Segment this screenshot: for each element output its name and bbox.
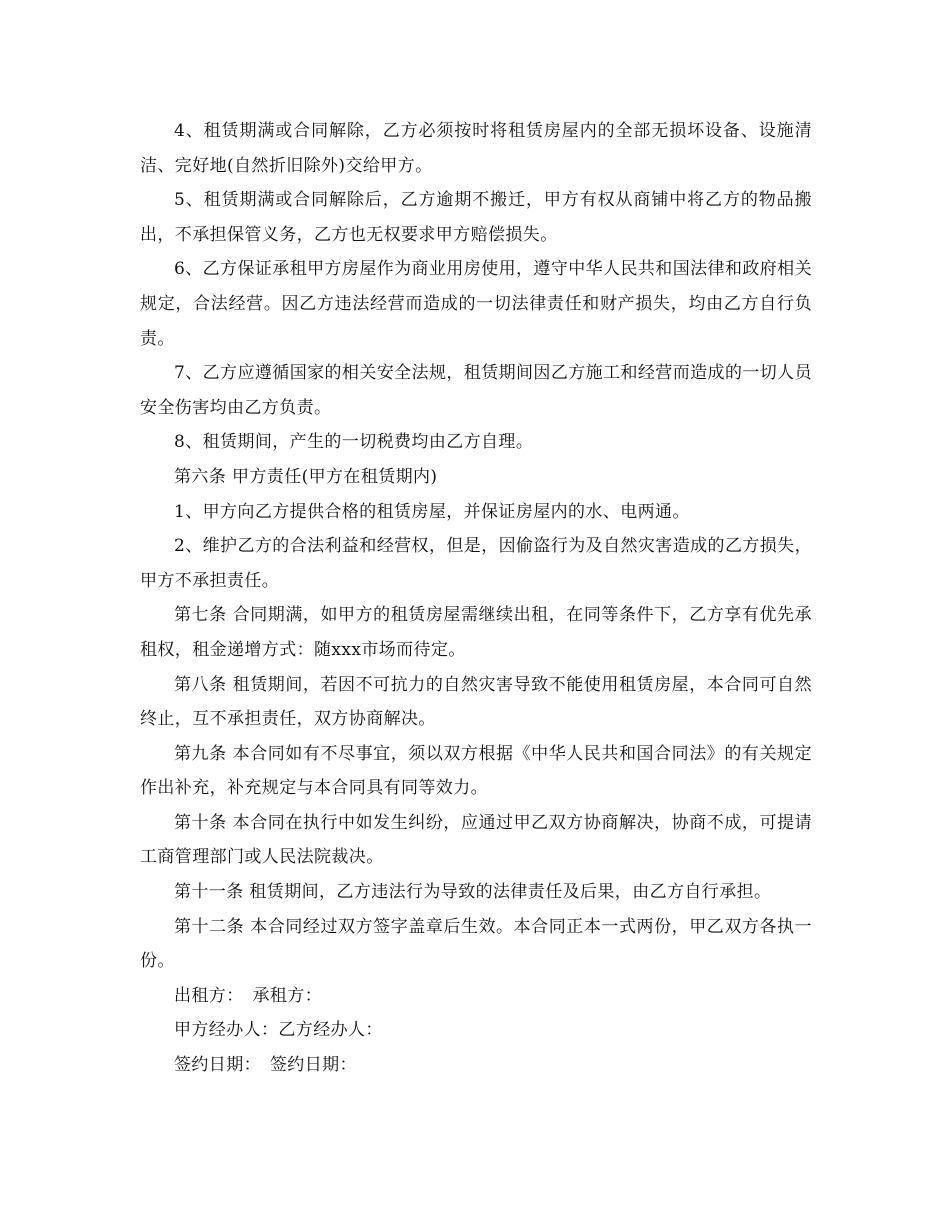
clause-6: 6、乙方保证承租甲方房屋作为商业用房使用，遵守中华人民共和国法律和政府相关规定，合法经营。因乙方违法经营而造成的一切法律责任和财产损失，均由乙方自行负责。: [140, 259, 812, 349]
article-12: 第十二条 本合同经过双方签字盖章后生效。本合同正本一式两份，甲乙双方各执一份。: [140, 916, 812, 972]
article-11: 第十一条 租赁期间，乙方违法行为导致的法律责任及后果，由乙方自行承担。: [174, 882, 772, 903]
article-6-heading: 第六条 甲方责任(甲方在租赁期内): [174, 466, 438, 487]
signature-agents: 甲方经办人：乙方经办人：: [174, 1020, 383, 1041]
clause-7: 7、乙方应遵循国家的相关安全法规，租赁期间因乙方施工和经营而造成的一切人员安全伤害均由乙方负责。: [140, 363, 812, 418]
clause-5: 5、租赁期满或合同解除后，乙方逾期不搬迁，甲方有权从商铺中将乙方的物品搬出，不承担保管义务，乙方也无权要求甲方赔偿损失。: [140, 190, 812, 245]
article-6-item-2: 2、维护乙方的合法利益和经营权，但是，因偷盗行为及自然灾害造成的乙方损失，甲方不承担责任。: [140, 536, 812, 591]
clause-4: 4、租赁期满或合同解除，乙方必须按时将租赁房屋内的全部无损坏设备、设施清洁、完好地(自然折旧除外)交给甲方。: [140, 121, 812, 176]
clause-8: 8、租赁期间，产生的一切税费均由乙方自理。: [174, 432, 534, 453]
article-9: 第九条 本合同如有不尽事宜，须以双方根据《中华人民共和国合同法》的有关规定作出补充，补充规定与本合同具有同等效力。: [140, 743, 812, 799]
contract-body: [140, 114, 812, 1083]
signature-dates: 签约日期： 签约日期：: [174, 1055, 357, 1076]
signature-lessor-lessee: 出租方： 承租方：: [174, 985, 323, 1006]
article-10: 第十条 本合同在执行中如发生纠纷，应通过甲乙双方协商解决，协商不成，可提请工商管理部门或人民法院裁决。: [140, 812, 812, 868]
article-7: 第七条 合同期满，如甲方的租赁房屋需继续出租，在同等条件下，乙方享有优先承租权，租金递增方式：随xxx市场而待定。: [140, 605, 812, 660]
article-8: 第八条 租赁期间，若因不可抗力的自然灾害导致不能使用租赁房屋，本合同可自然终止，互不承担责任，双方协商解决。: [140, 674, 812, 730]
article-6-item-1: 1、甲方向乙方提供合格的租赁房屋，并保证房屋内的水、电两通。: [174, 501, 690, 522]
